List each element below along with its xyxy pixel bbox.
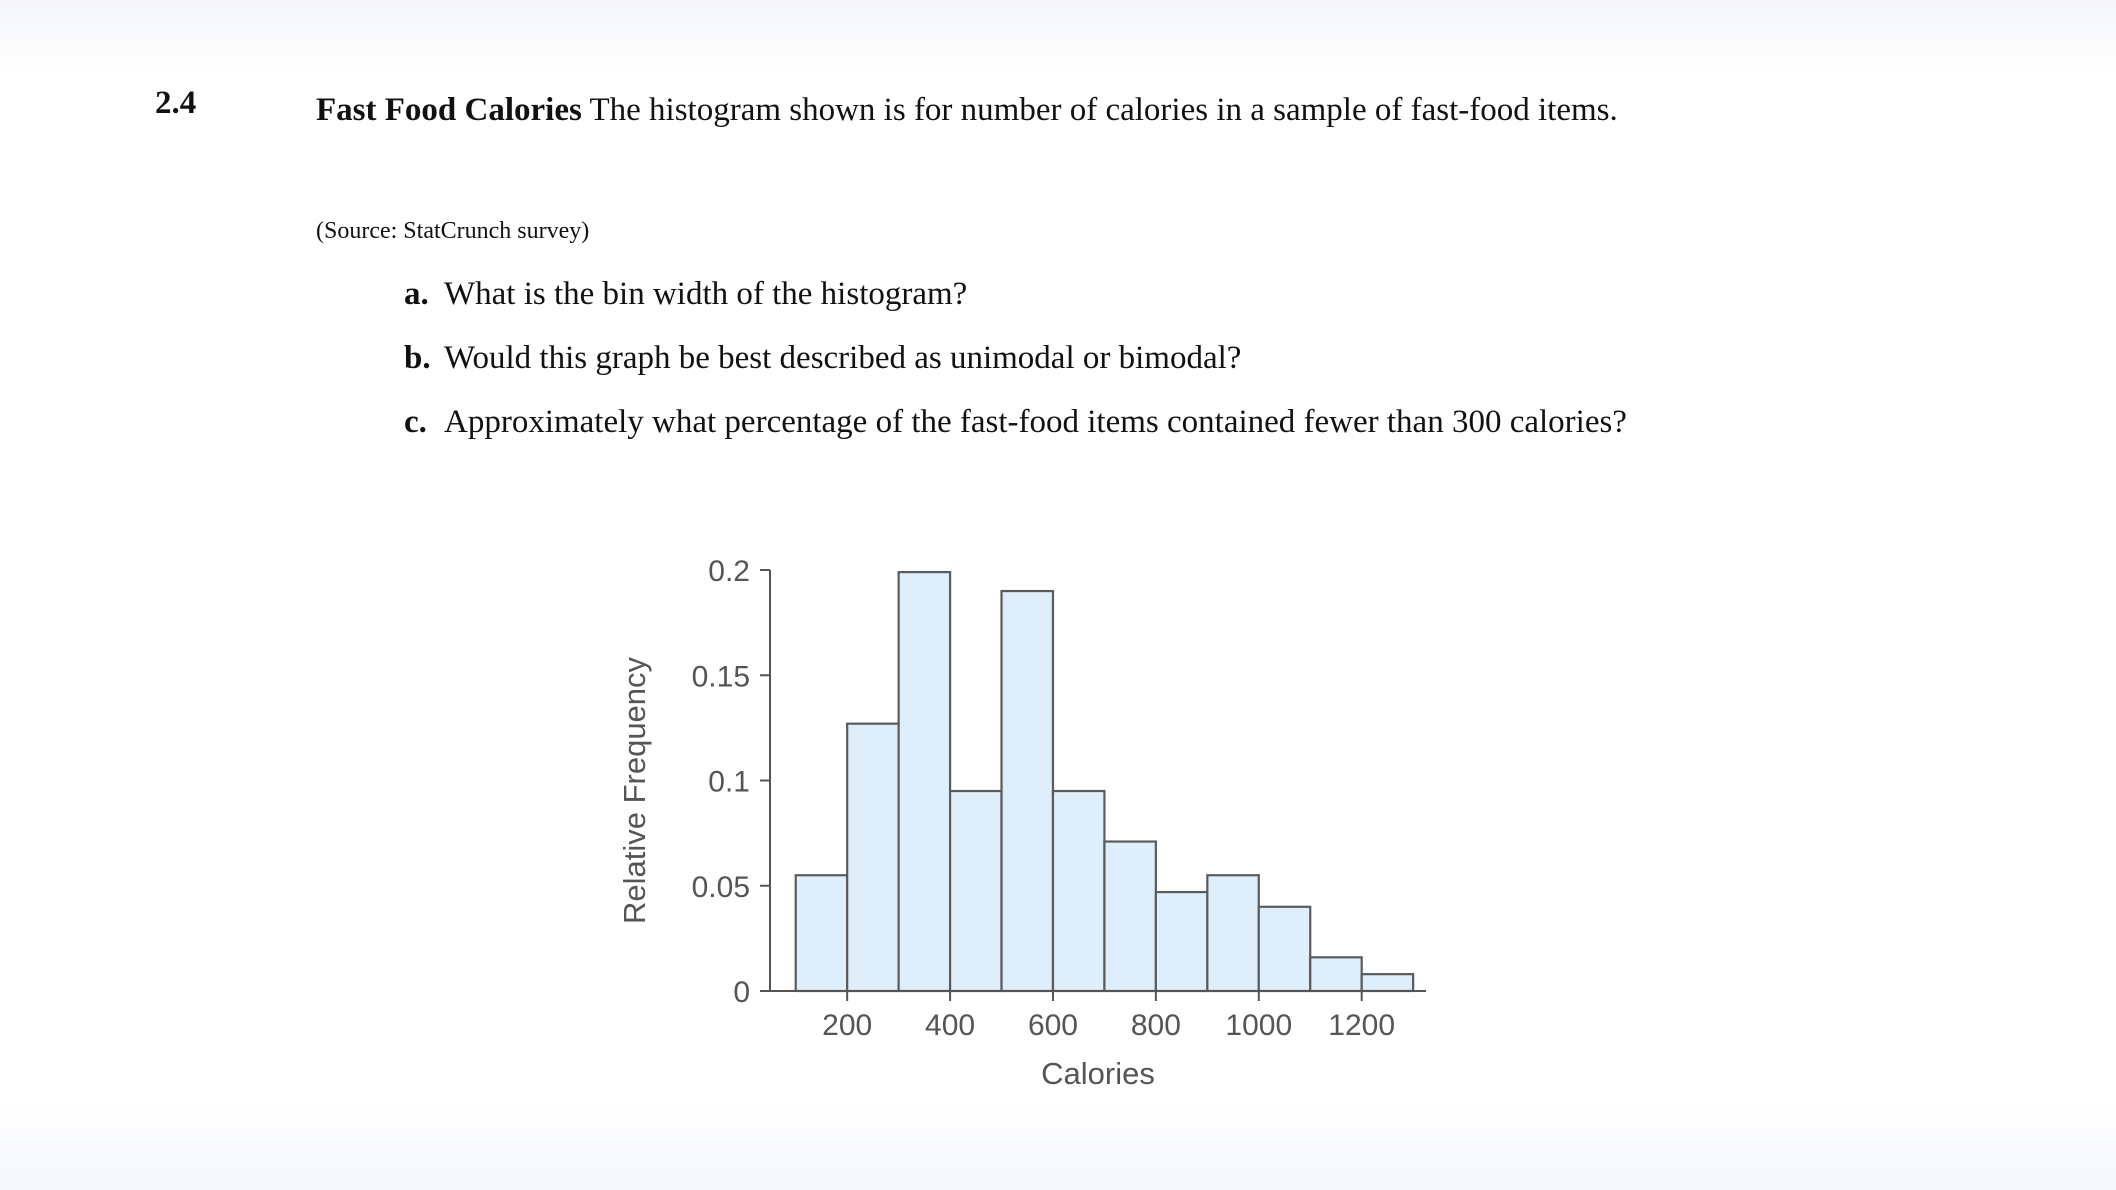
histogram-chart	[600, 540, 1460, 1120]
x-axis-ticks	[822, 991, 1395, 1042]
histogram-bar-12	[1362, 974, 1413, 991]
part-b-label: b.	[404, 340, 431, 376]
histogram-bar-7	[1104, 842, 1155, 991]
x-tick-label: 600	[1027, 1009, 1079, 1042]
part-c	[404, 390, 1784, 454]
problem-stem	[316, 78, 1766, 142]
part-a-label: a.	[404, 276, 429, 312]
y-axis-ticks	[692, 555, 770, 1009]
source-note: (Source: StatCrunch survey)	[316, 218, 590, 244]
problem-title: Fast Food Calories	[316, 92, 582, 128]
y-tick-label: 0.05	[691, 870, 750, 904]
x-axis-label: Calories	[1041, 1056, 1155, 1091]
problem-number: 2.4	[155, 85, 197, 121]
x-tick-label: 1000	[1225, 1009, 1293, 1042]
x-tick-label: 400	[925, 1009, 976, 1042]
histogram-bar-4	[950, 791, 1001, 991]
x-tick-label: 200	[822, 1009, 873, 1042]
part-b-text: Would this graph be best described as unimodal or bimodal?	[444, 340, 1242, 376]
y-tick-label: 0.15	[691, 660, 750, 694]
histogram-bars	[796, 572, 1413, 991]
y-axis-label: Relative Frequency	[617, 656, 652, 925]
histogram-bar-8	[1156, 892, 1207, 991]
histogram-bar-6	[1053, 791, 1104, 991]
histogram-bar-11	[1310, 957, 1361, 991]
histogram-bar-2	[847, 724, 898, 991]
part-c-label: c.	[404, 404, 427, 440]
part-c-text: Approximately what percentage of the fast-food items contained fewer than 300 calories?	[444, 404, 1627, 440]
x-tick-label: 800	[1130, 1009, 1181, 1042]
histogram-bar-1	[796, 875, 847, 991]
y-tick-label: 0.2	[708, 555, 750, 588]
y-tick-label: 0	[733, 976, 750, 1009]
histogram-bar-9	[1207, 875, 1258, 991]
histogram-bar-3	[899, 572, 950, 991]
histogram-bar-10	[1259, 907, 1310, 991]
part-b	[404, 326, 1784, 390]
histogram-bar-5	[1002, 591, 1053, 991]
problem-stem-text: The histogram shown is for number of calories in a sample of fast-food items.	[589, 92, 1618, 128]
y-tick-label: 0.1	[708, 765, 750, 799]
part-a-text: What is the bin width of the histogram?	[444, 276, 968, 312]
x-tick-label: 1200	[1328, 1009, 1396, 1042]
part-a	[404, 262, 1784, 326]
